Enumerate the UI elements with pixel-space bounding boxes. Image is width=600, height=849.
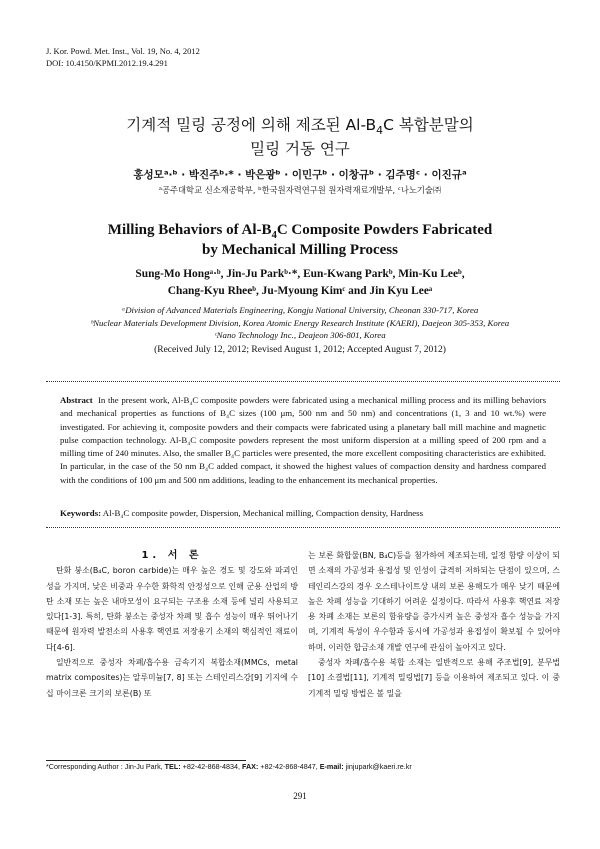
keywords-label: Keywords: bbox=[60, 508, 102, 518]
abstract-label: Abstract bbox=[60, 395, 93, 405]
page-number: 291 bbox=[293, 791, 307, 801]
keywords bbox=[60, 507, 546, 520]
journal-citation: J. Kor. Powd. Met. Inst., Vol. 19, No. 4, 2012 bbox=[46, 46, 200, 56]
english-title-subscript: 4 bbox=[271, 230, 277, 241]
affiliation-b: ᵇNuclear Materials Development Division, Korea Atomic Energy Research Institute (KAERI), Daejeon 305-353, Korea bbox=[90, 317, 510, 328]
abstract-text: In the present work, Al-B₄C composite powders were fabricated using a mechanical milling process and its milling behaviors and mechanical properties as functions of B₄C sizes (100 μm, 500 nm and 50 nm) and concentrations (1, 3 and 10 wt.%) were investigated. For achieving it, composite powders and their compacts were fabricated using a planetary ball mill machine and magnetic pulse compaction technology. Al-B₄C composite powders represent the most uniform dispersion at a milling speed of 200 rpm and a milling time of 240 minutes. Also, the smaller B₄C particles were presented, the more excellent compositing characteristics are exhibited. In particular, in the case of the 50 nm B₄C added compact, it showed the highest values of compaction density and hardness compared with the conditions of 100 μm and 500 nm additions, leading to the enhancement its mechanical properties. bbox=[60, 395, 546, 485]
footnote-fax-label: FAX: bbox=[242, 762, 259, 771]
paragraph: 일반적으로 중성자 차폐/흡수용 금속기지 복합소재(MMCs, metal matrix composites)는 알루미늄[7, 8] 또는 스테인리스강[9] 기지에 수십 마이크론 크기의 보론(B) 또 bbox=[46, 658, 298, 698]
korean-authors: 홍성모ᵃ·ᵇ · 박진주ᵇ·* · 박은광ᵇ · 이민구ᵇ · 이창규ᵇ · 김주명ᶜ · 이진규ᵃ bbox=[133, 169, 467, 181]
footnote-rule bbox=[46, 760, 246, 761]
english-title-line2: by Mechanical Milling Process bbox=[202, 242, 398, 258]
footnote-fax: +82-42-868-4847, bbox=[260, 762, 318, 771]
korean-title-line1-pre: 기계적 밀링 공정에 의해 제조된 Al-B bbox=[126, 116, 377, 134]
english-authors bbox=[0, 266, 600, 300]
footnote-label: *Corresponding Author : bbox=[46, 762, 123, 771]
paragraph: 탄화 붕소(B₄C, boron carbide)는 매우 높은 경도 및 강도와 파괴인성을 가지며, 낮은 비중과 우수한 화학적 안정성으로 인해 군용 산업의 방탄 소재 또는 높은 내마모성이 요구되는 구조용 소재 등에 널리 사용되고 있다[1-3]. 특히, 탄화 붕소는 중성자 차폐 및 흡수 성능이 매우 뛰어나기 때문에 원자력 발전소의 사용후 핵연료 저장용기 소재의 핵심적인 재료이다[4-6]. bbox=[46, 566, 298, 652]
journal-header bbox=[46, 45, 200, 69]
english-title-line1-post: C Composite Powders Fabricated bbox=[276, 222, 493, 238]
korean-title bbox=[0, 113, 600, 161]
paragraph: 중성자 차폐/흡수용 복합 소재는 일반적으로 용해 주조법[9], 분무법[10] 소결법[11], 기계적 밀링법[7] 등을 이용하여 제조되고 있다. 이 중 기계적 밀링 방법은 볼 밀을 bbox=[308, 658, 560, 698]
english-title bbox=[0, 220, 600, 260]
corresponding-author-footnote bbox=[46, 762, 412, 771]
english-authors-line1: Sung-Mo Hongᵃ·ᵇ, Jin-Ju Parkᵇ·*, Eun-Kwang Parkᵇ, Min-Ku Leeᵇ, bbox=[135, 268, 465, 280]
received-dates: (Received July 12, 2012; Revised August 1, 2012; Accepted August 7, 2012) bbox=[154, 345, 446, 355]
keywords-text: Al-B₄C composite powder, Dispersion, Mechanical milling, Compaction density, Hardness bbox=[102, 508, 424, 518]
abstract bbox=[60, 394, 546, 487]
column-right bbox=[308, 548, 560, 701]
divider-top bbox=[46, 381, 560, 382]
english-authors-line2: Chang-Kyu Rheeᵇ, Ju-Myoung Kimᶜ and Jin Kyu Leeᵃ bbox=[167, 285, 433, 297]
affiliation-c: ᶜNano Technology Inc., Deajeon 306-801, Korea bbox=[214, 330, 386, 340]
column-left bbox=[46, 548, 298, 701]
footnote-email: jinjupark@kaeri.re.kr bbox=[345, 762, 412, 771]
footnote-name: Jin-Ju Park, bbox=[124, 762, 163, 771]
english-title-line1-pre: Milling Behaviors of Al-B bbox=[107, 222, 272, 238]
affiliation-a: ᵃDivision of Advanced Materials Engineering, Kongju National University, Cheonan 330-717, Korea bbox=[121, 305, 479, 315]
footnote-tel: +82-42-868-4834, bbox=[182, 762, 240, 771]
paragraph: 는 보론 화합물(BN, B₄C)등을 첨가하여 제조되는데, 일정 함량 이상이 되면 소재의 가공성과 용접성 및 인성이 급격히 저하되는 단점이 있으며, 스테인리스강의 경우 오스테나이트상 내의 보론 용해도가 매우 낮기 때문에 높은 차폐 성능을 기대하기 어려운 실정이다. 따라서 사용후 핵연료 저장용 차폐 소재는 보론의 함유량을 증가시켜 높은 중성자 흡수 성능을 가지며, 기계적 특성이 우수함과 동시에 가공성과 용접성이 확보될 수 있어야 하며, 이러한 합금소재 개발 연구에 관심이 높아지고 있다. bbox=[308, 551, 560, 652]
korean-title-subscript: 4 bbox=[376, 124, 384, 138]
journal-doi: DOI: 10.4150/KPMI.2012.19.4.291 bbox=[46, 58, 168, 68]
korean-affiliations: ᵃ공주대학교 신소재공학부, ᵇ한국원자력연구원 원자력재료개발부, ᶜ나노기술㈜ bbox=[158, 185, 442, 195]
english-affiliations bbox=[0, 304, 600, 342]
footnote-tel-label: TEL: bbox=[164, 762, 181, 771]
divider-bottom bbox=[46, 527, 560, 528]
footnote-email-label: E-mail: bbox=[319, 762, 344, 771]
section-heading: 1. 서 론 bbox=[141, 550, 203, 561]
korean-title-line2: 밀링 거동 연구 bbox=[250, 140, 350, 158]
korean-title-line1-post: C 복합분말의 bbox=[383, 116, 474, 134]
